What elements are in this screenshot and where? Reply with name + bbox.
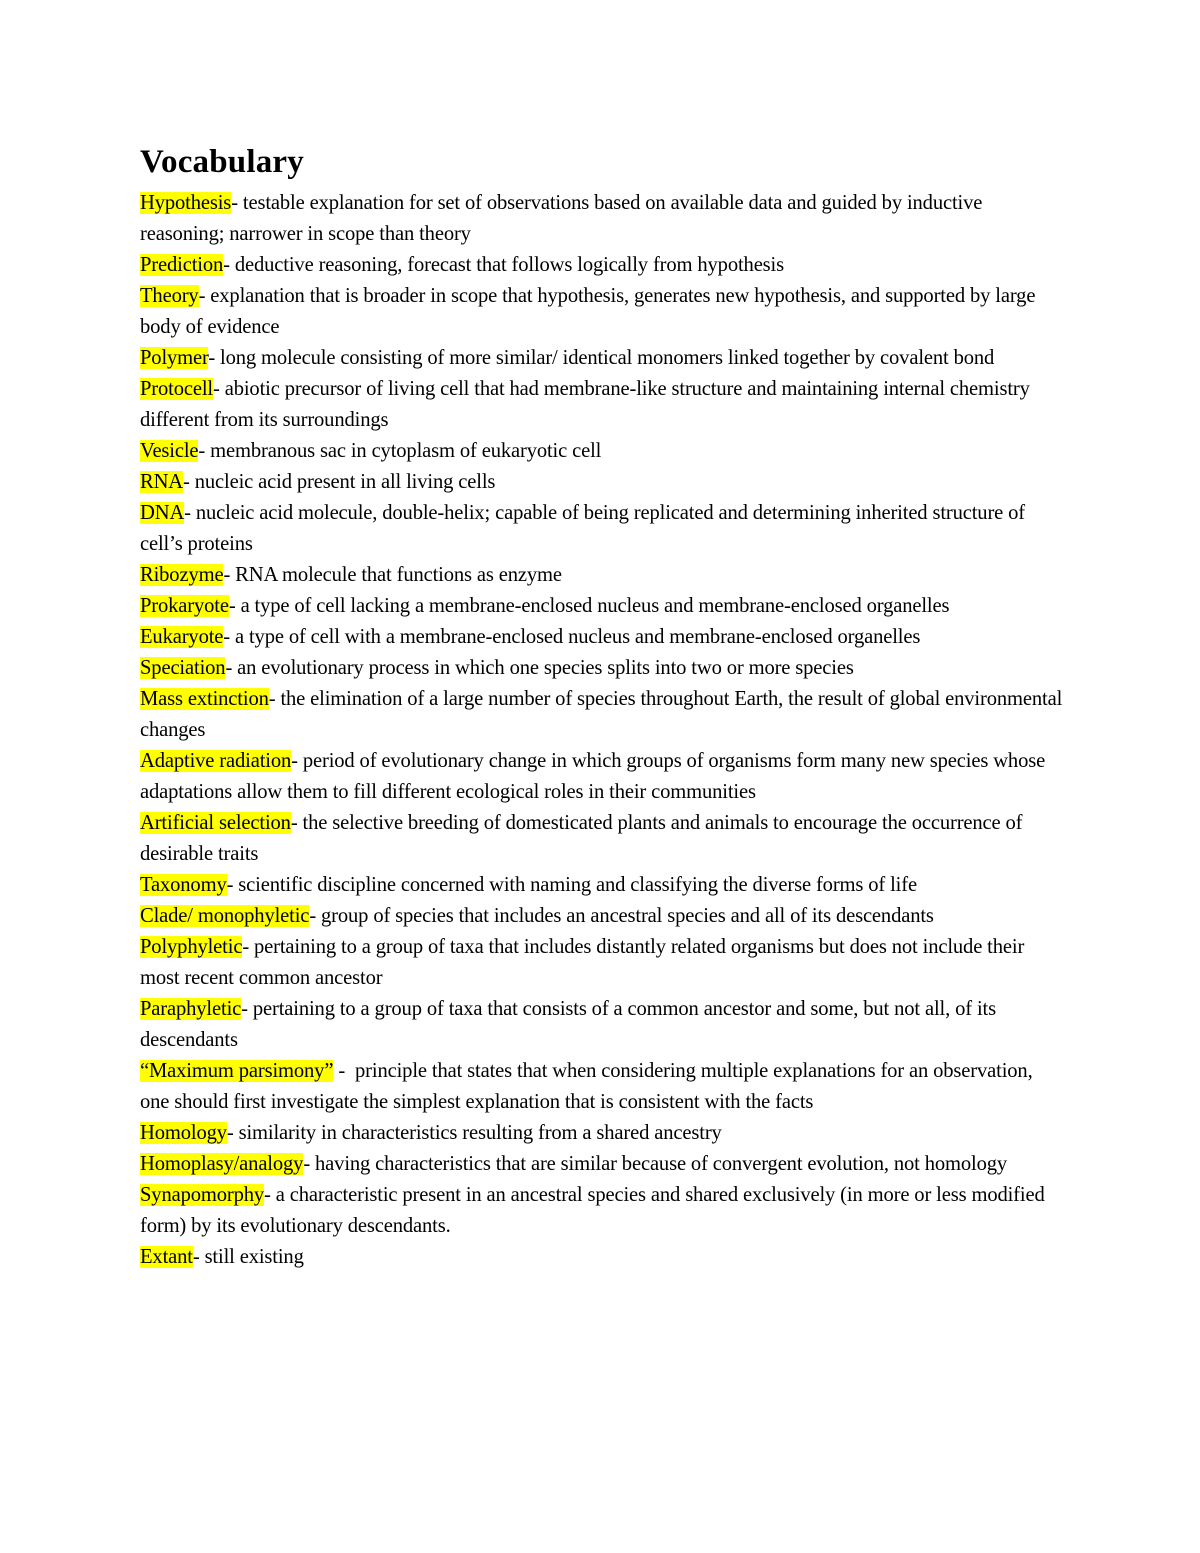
vocabulary-definition: - a characteristic present in an ancestral species and shared exclusively (in more or less modified form) by its evolutionary descendants. xyxy=(140,1184,1050,1237)
vocabulary-definition: - a type of cell with a membrane-enclosed nucleus and membrane-enclosed organelles xyxy=(223,626,921,648)
vocabulary-entry xyxy=(140,870,1065,901)
vocabulary-term: Vesicle xyxy=(140,440,199,462)
vocabulary-definition: - testable explanation for set of observations based on available data and guided by inductive reasoning; narrower in scope than theory xyxy=(140,192,988,245)
vocabulary-entry xyxy=(140,1056,1065,1118)
document-title: Vocabulary xyxy=(140,144,304,180)
vocabulary-term: Prediction xyxy=(140,254,224,276)
vocabulary-term: DNA xyxy=(140,502,185,524)
vocabulary-entry xyxy=(140,374,1065,436)
vocabulary-definition: - explanation that is broader in scope that hypothesis, generates new hypothesis, and supported by large body of evidence xyxy=(140,285,1041,338)
vocabulary-term: Mass extinction xyxy=(140,688,269,710)
vocabulary-entry xyxy=(140,281,1065,343)
vocabulary-term: Ribozyme xyxy=(140,564,224,586)
vocabulary-definition: - RNA molecule that functions as enzyme xyxy=(223,564,562,586)
vocabulary-entry xyxy=(140,1242,1065,1273)
vocabulary-definition: - group of species that includes an ancestral species and all of its descendants xyxy=(309,905,934,927)
vocabulary-term: Homology xyxy=(140,1122,227,1144)
vocabulary-entry xyxy=(140,1118,1065,1149)
vocabulary-entry xyxy=(140,467,1065,498)
vocabulary-term: Artificial selection xyxy=(140,812,291,834)
vocabulary-entry xyxy=(140,343,1065,374)
vocabulary-term: Synapomorphy xyxy=(140,1184,265,1206)
vocabulary-definition: - having characteristics that are similar because of convergent evolution, not homology xyxy=(303,1153,1008,1175)
vocabulary-term: Clade/ monophyletic xyxy=(140,905,310,927)
vocabulary-term: Extant xyxy=(140,1246,193,1268)
vocabulary-term: Eukaryote xyxy=(140,626,224,648)
vocabulary-entry xyxy=(140,560,1065,591)
vocabulary-term: Protocell xyxy=(140,378,214,400)
vocabulary-term: Theory xyxy=(140,285,199,307)
vocabulary-definition: - deductive reasoning, forecast that follows logically from hypothesis xyxy=(223,254,784,276)
vocabulary-term: Polyphyletic xyxy=(140,936,243,958)
vocabulary-entry xyxy=(140,591,1065,622)
vocabulary-entry xyxy=(140,498,1065,560)
vocabulary-term: Polymer xyxy=(140,347,209,369)
vocabulary-entry xyxy=(140,684,1068,746)
vocabulary-term: “Maximum parsimony” xyxy=(140,1060,334,1082)
vocabulary-definition: - scientific discipline concerned with naming and classifying the diverse forms of life xyxy=(226,874,917,896)
vocabulary-entry xyxy=(140,746,1065,808)
vocabulary-entry xyxy=(140,932,1065,994)
vocabulary-term: Paraphyletic xyxy=(140,998,242,1020)
vocabulary-definition: - nucleic acid present in all living cells xyxy=(183,471,496,493)
document-page xyxy=(140,138,1068,1273)
vocabulary-term: Hypothesis xyxy=(140,192,232,214)
vocabulary-entry xyxy=(140,808,1065,870)
vocabulary-entry xyxy=(140,1149,1065,1180)
vocabulary-entry xyxy=(140,994,1065,1056)
vocabulary-term: Adaptive radiation xyxy=(140,750,292,772)
vocabulary-entry xyxy=(140,436,1065,467)
vocabulary-definition: - long molecule consisting of more similar/ identical monomers linked together by covalent bond xyxy=(208,347,995,369)
vocabulary-entry xyxy=(140,1180,1065,1242)
vocabulary-term: RNA xyxy=(140,471,184,493)
vocabulary-definition: - nucleic acid molecule, double-helix; capable of being replicated and determining inherited structure of cell’s proteins xyxy=(140,502,1031,555)
vocabulary-term: Speciation xyxy=(140,657,226,679)
vocabulary-term: Taxonomy xyxy=(140,874,227,896)
vocabulary-definition: - pertaining to a group of taxa that includes distantly related organisms but does not include their most recent common ancestor xyxy=(140,936,1030,989)
vocabulary-definition: - period of evolutionary change in which groups of organisms form many new species whose adaptations allow them to fill different ecological roles in their communities xyxy=(140,750,1051,803)
vocabulary-entry xyxy=(140,622,1065,653)
vocabulary-definition: - a type of cell lacking a membrane-enclosed nucleus and membrane-enclosed organelles xyxy=(228,595,950,617)
vocabulary-term: Homoplasy/analogy xyxy=(140,1153,304,1175)
vocabulary-entry xyxy=(140,188,1065,250)
vocabulary-definition: - membranous sac in cytoplasm of eukaryotic cell xyxy=(198,440,602,462)
vocabulary-definition: - the elimination of a large number of species throughout Earth, the result of global environmental changes xyxy=(140,688,1068,741)
vocabulary-definition: - similarity in characteristics resulting from a shared ancestry xyxy=(226,1122,722,1144)
vocabulary-list xyxy=(140,188,1068,1273)
vocabulary-definition: - pertaining to a group of taxa that consists of a common ancestor and some, but not all, of its descendants xyxy=(140,998,1001,1051)
vocabulary-entry xyxy=(140,653,1065,684)
vocabulary-definition: - an evolutionary process in which one species splits into two or more species xyxy=(225,657,854,679)
vocabulary-definition: - still existing xyxy=(192,1246,304,1268)
vocabulary-term: Prokaryote xyxy=(140,595,229,617)
vocabulary-entry xyxy=(140,901,1065,932)
vocabulary-entry xyxy=(140,250,1065,281)
vocabulary-definition: - the selective breeding of domesticated plants and animals to encourage the occurrence of desirable traits xyxy=(140,812,1028,865)
vocabulary-definition: - principle that states that when considering multiple explanations for an observation, one should first investigate the simplest explanation that is consistent with the facts xyxy=(140,1060,1038,1113)
vocabulary-definition: - abiotic precursor of living cell that had membrane-like structure and maintaining internal chemistry different from its surroundings xyxy=(140,378,1035,431)
